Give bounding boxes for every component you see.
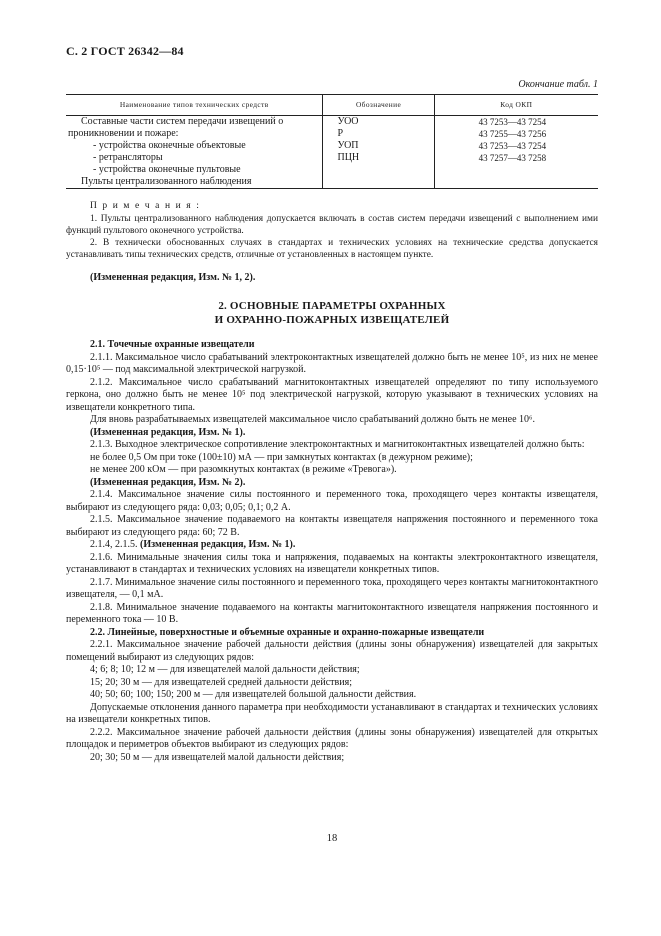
section-title-line-1: 2. ОСНОВНЫЕ ПАРАМЕТРЫ ОХРАННЫХ <box>218 300 446 312</box>
amendment-note-2-1-4-2-1-5 <box>66 539 598 552</box>
table-continuation-label: Окончание табл. 1 <box>518 79 598 90</box>
paragraph-2-1-2: 2.1.2. Максимальное число срабатываний магнитоконтактных извещателей определяют по типу используемого геркона, оно должно быть не менее 10⁵ под электрической нагрузкой, которую указывают в технических условиях на извещатели конкретного типа. <box>66 376 598 413</box>
note-1: 1. Пульты централизованного наблюдения допускается включать в состав систем передачи извещений с выполнением ими функций пультового оконечного устройства. <box>66 213 598 236</box>
group-label-line: Составные части систем передачи извещений о <box>81 116 284 127</box>
amendment-text: (Измененная редакция, Изм. № 1). <box>140 539 296 550</box>
equipment-types-table <box>66 94 598 189</box>
note-2: 2. В технически обоснованных случаях в стандартах и технических условиях на технические средства допускается устанавливать типы технических средств, отличные от установленных в настоящем пункте. <box>66 237 598 260</box>
amendment-note: (Измененная редакция, Изм. № 1, 2). <box>90 271 256 283</box>
paragraph-2-2-1-c: 40; 50; 60; 100; 150; 200 м — для извещателей большой дальности действия. <box>90 689 417 700</box>
paragraph-2-1-1: 2.1.1. Максимальное число срабатываний электроконтактных извещателей должно быть не менее 10⁵, из них не менее 0,15·10⁵ — под максимальной электрической нагрузкой. <box>66 351 598 375</box>
paragraph-2-1-2-b: Для вновь разрабатываемых извещателей максимальное число срабатываний должно быть не менее 10⁶. <box>90 414 536 425</box>
column-header-designation: Обозначение <box>323 95 434 116</box>
section-title-line-2: И ОХРАННО-ПОЖАРНЫХ ИЗВЕЩАТЕЛЕЙ <box>214 314 450 326</box>
subsection-2-1-title: 2.1. Точечные охранные извещатели <box>90 339 255 350</box>
notes-title: П р и м е ч а н и я : <box>90 201 201 211</box>
paragraph-2-1-3-a: не более 0,5 Ом при токе (100±10) мА — при замкнутых контактах (в дежурном режиме); <box>90 451 473 463</box>
paragraph-2-1-3-b: не менее 200 кОм — при разомкнутых контактах (в режиме «Тревога»). <box>90 464 397 475</box>
paragraph-2-2-1: 2.2.1. Максимальное значение рабочей дальности действия (длины зоны обнаружения) извещателей для закрытых помещений выбирают из следующих рядов: <box>66 639 598 663</box>
paragraph-2-2-1-a: 4; 6; 8; 10; 12 м — для извещателей малой дальности действия; <box>90 664 360 675</box>
row-designation: ПЦН <box>337 152 360 163</box>
row-okp-code: 43 7257—43 7258 <box>478 153 547 163</box>
paragraph-2-1-5: 2.1.5. Максимальное значение подаваемого на контакты извещателя напряжения постоянного и переменного тока выбирают из следующего ряда: 60; 72 В. <box>66 514 598 538</box>
row-designation: УОП <box>337 140 359 151</box>
row-designation: Р <box>337 128 344 139</box>
page-number: 18 <box>326 833 338 844</box>
row-okp-code: 43 7253—43 7254 <box>478 141 547 151</box>
row-okp-code: 43 7255—43 7256 <box>478 129 547 139</box>
paragraph-2-2-1-d: Допускаемые отклонения данного параметра при необходимости устанавливают в стандартах и технических условиях на извещатели конкретных типов. <box>66 701 598 725</box>
row-name: - ретрансляторы <box>93 152 163 163</box>
column-header-okp: Код ОКП <box>434 95 598 116</box>
paragraph-2-1-8: 2.1.8. Минимальное значение подаваемого на контакты магнитоконтактного извещателя напряжения постоянного и переменного тока — 10 В. <box>66 601 598 625</box>
table-body-row <box>66 116 598 189</box>
row-name: Пульты централизованного наблюдения <box>81 176 252 187</box>
row-name: - устройства оконечные объектовые <box>93 140 246 151</box>
amendment-note: (Измененная редакция, Изм. № 2). <box>90 476 246 488</box>
paragraph-2-2-1-b: 15; 20; 30 м — для извещателей средней дальности действия; <box>90 676 352 688</box>
paragraph-2-1-6: 2.1.6. Минимальные значения силы тока и напряжения, подаваемых на контакты электроконтактного извещателя, устанавливают в стандартах и технических условиях на извещатели конкретных типов. <box>66 551 598 575</box>
paragraph-2-1-7: 2.1.7. Минимальное значение силы постоянного и переменного тока, проходящего через контакты магнитоконтактного извещателя, — 0,1 мА. <box>66 576 598 600</box>
paragraph-2-2-2: 2.2.2. Максимальное значение рабочей дальности действия (длины зоны обнаружения) извещателей для открытых площадок и периметров объектов выбирают из следующих рядов: <box>66 726 598 750</box>
table-header-row <box>66 95 598 116</box>
page-header: С. 2 ГОСТ 26342—84 <box>66 44 184 58</box>
subsection-2-2-title: 2.2. Линейные, поверхностные и объемные охранные и охранно-пожарные извещатели <box>90 626 485 638</box>
row-designation: УОО <box>337 116 359 127</box>
column-header-name: Наименование типов технических средств <box>66 95 323 116</box>
document-body <box>66 200 598 764</box>
paragraph-2-2-2-a: 20; 30; 50 м — для извещателей малой дальности действия; <box>90 751 345 763</box>
group-label-line: проникновении и пожаре: <box>68 128 179 139</box>
paragraph-2-1-4: 2.1.4. Максимальное значение силы постоянного и переменного тока, проходящего через контакты извещателя, выбирают из следующего ряда: 0,03; 0,05; 0,1; 0,2 А. <box>66 489 598 513</box>
amendment-paragraph-refs: 2.1.4, 2.1.5. <box>90 539 140 550</box>
paragraph-2-1-3: 2.1.3. Выходное электрическое сопротивление электроконтактных и магнитоконтактных извещателей должно быть: <box>90 439 585 450</box>
row-name: - устройства оконечные пультовые <box>93 164 241 175</box>
okp-cell <box>434 116 598 189</box>
amendment-note: (Измененная редакция, Изм. № 1). <box>90 426 246 438</box>
names-cell <box>66 116 323 189</box>
designations-cell <box>323 116 434 189</box>
row-okp-code: 43 7253—43 7254 <box>478 117 547 127</box>
